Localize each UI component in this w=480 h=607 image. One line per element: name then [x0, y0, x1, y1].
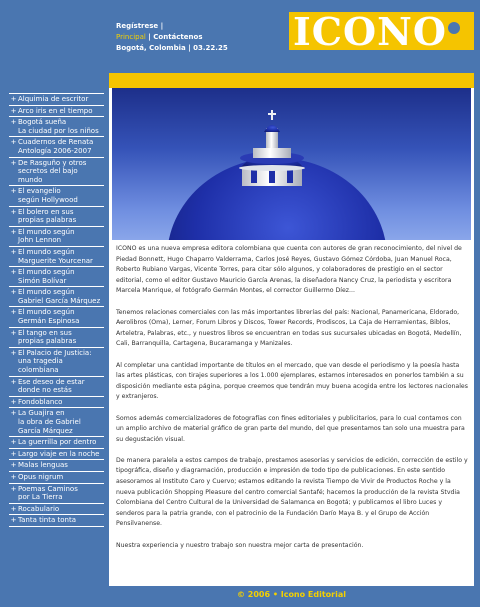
sidebar-item[interactable]	[9, 327, 104, 347]
top-navigation	[116, 21, 286, 54]
plus-icon: +	[10, 158, 17, 167]
plus-icon: +	[10, 504, 17, 513]
sidebar-item[interactable]	[9, 246, 104, 266]
sidebar-item-label: Ese deseo de estar donde no estás	[18, 377, 85, 395]
sidebar-item-label: Opus nigrum	[18, 472, 64, 481]
sidebar-item-label: Largo viaje en la noche	[18, 449, 100, 458]
sidebar-item[interactable]	[9, 116, 104, 136]
sidebar-item-label: Rocabulario	[18, 504, 60, 513]
icono-logo[interactable]	[289, 9, 474, 54]
footer-bar	[109, 586, 474, 607]
content-top-bar	[109, 73, 474, 88]
register-link[interactable]: Regístrese	[116, 22, 159, 30]
sidebar-item-label: Cuadernos de Renata Antología 2006-2007	[18, 138, 94, 155]
sidebar-item-label: Arco iris en el tiempo	[18, 106, 93, 115]
logo-text: ICONO	[293, 9, 447, 54]
plus-icon: +	[10, 484, 17, 493]
plus-icon: +	[10, 227, 17, 236]
plus-icon: +	[10, 106, 17, 115]
plus-icon: +	[10, 328, 17, 337]
sidebar-item[interactable]	[9, 448, 104, 460]
principal-link[interactable]: Principal	[116, 33, 146, 41]
article-paragraph: De manera paralela a estos campos de trabajo, prestamos asesorías y servicios de edición, corrección de estilo y tipográfica, diseño y diagramación, producción e impresión de todo tipo de publicaciones. En este sentido asesoramos al Instituto Caro y Cuervo; estamos editando la revista Tiempo de Vivir de Productos Roche y la nueva publicación Shopping Pleasure del centro comercial Santafé; hacemos la producción de la revista Stvdia Colombiana del Centro Cultural de la Universidad de Salamanca en Bogotá; y publicamos el libro Luces y senderos para la patria grande, con el patrocinio de la Fundación Darío Maya B. y el Grupo de Acción Pensilvanense.	[116, 456, 468, 528]
plus-icon: +	[10, 288, 17, 297]
sidebar-item[interactable]	[9, 286, 104, 306]
sidebar-item-label: Bogotá sueña La ciudad por los niños	[18, 118, 99, 135]
plus-icon: +	[10, 449, 17, 458]
plus-icon: +	[10, 409, 17, 418]
plus-icon: +	[10, 397, 17, 406]
plus-icon: +	[10, 138, 17, 147]
sidebar-item-label: El Palacio de Justicia: una tragedia colombiana	[18, 348, 92, 375]
plus-icon: +	[10, 308, 17, 317]
sidebar-item-label: El mundo según Germán Espinosa	[18, 308, 80, 326]
sidebar-item[interactable]	[9, 347, 104, 376]
sidebar-item-label: El tango en sus propias palabras	[18, 328, 77, 346]
sidebar-item[interactable]	[9, 376, 104, 396]
sidebar-item-label: La guerrilla por dentro	[18, 438, 97, 447]
nav-row-2	[116, 32, 286, 43]
sidebar-item-label: El mundo según Simón Bolívar	[18, 268, 75, 285]
nav-separator: |	[148, 33, 151, 41]
sidebar-item[interactable]	[9, 226, 104, 246]
dome-photo	[112, 88, 471, 240]
sidebar-item[interactable]	[9, 407, 104, 436]
sidebar-item[interactable]	[9, 459, 104, 471]
sidebar-item[interactable]	[9, 471, 104, 483]
sidebar-item[interactable]	[9, 136, 104, 156]
article-paragraph: Somos además comercializadores de fotografías con fines editoriales y publicitarios, para lo cual contamos con un amplio archivo de material gráfico de gran parte del mundo, del que presentamos tan solo una muestra para su degustación visual.	[116, 414, 465, 443]
sidebar-menu	[9, 93, 104, 527]
plus-icon: +	[10, 348, 17, 357]
article-paragraph: Nuestra experiencia y nuestro trabajo son nuestra mejor carta de presentación.	[116, 541, 364, 549]
article-paragraph: ICONO es una nueva empresa editora colombiana que cuenta con autores de gran reconocimiento, del nivel de Piedad Bonnett, Hugo Chaparro Valderrama, Carlos José Reyes, Gustavo Gómez Córdoba, Juan Manuel Roca, Roberto Rubiano Vargas, Vicente Torres, para citar sólo algunos, y colaboradores de prestigio en el sector editorial, como el editor Gustavo Mauricio García Arenas, la diseñadora Nancy Cruz, la periodista y escritora Marcela Manrique, el fotógrafo Germán Montes, el corrector Guillermo Díez...	[116, 245, 462, 295]
hero-image-dome	[112, 88, 471, 240]
sidebar-item[interactable]	[9, 266, 104, 286]
plus-icon: +	[10, 187, 17, 196]
sidebar-item-label: El bolero en sus propias palabras	[18, 207, 77, 225]
plus-icon: +	[10, 438, 17, 447]
sidebar-item[interactable]	[9, 514, 104, 527]
sidebar-item-label: La Guajira en la obra de Gabriel García Márquez	[18, 409, 81, 435]
sidebar-item[interactable]	[9, 436, 104, 448]
sidebar-item[interactable]	[9, 483, 104, 503]
sidebar-item-label: El mundo según John Lennon	[18, 227, 75, 245]
copyright-text: © 2006 • Icono Editorial	[236, 590, 346, 599]
plus-icon: +	[10, 461, 17, 470]
logo-dot-icon	[448, 22, 460, 34]
sidebar-item-label: Alquimia de escritor	[18, 95, 89, 103]
sidebar-item-label: Poemas Caminos por La Tierra	[18, 484, 78, 502]
nav-separator: |	[160, 22, 164, 30]
article-paragraph: Al completar una cantidad importante de títulos en el mercado, que van desde el periodismo y la poesía hasta las artes plásticas, con tirajes superiores a los 1.000 ejemplares, estamos interesados en ponerlos también a su disposición mediante esta página, porque creemos que tendrán muy buena acogida entre los lectores nacionales y extranjeros.	[116, 361, 468, 401]
nav-row-1	[116, 21, 286, 32]
contact-link[interactable]: Contáctenos	[153, 33, 203, 41]
plus-icon: +	[10, 472, 17, 481]
sidebar-item[interactable]	[9, 306, 104, 326]
article-paragraph: Tenemos relaciones comerciales con las más importantes librerías del país: Nacional, Panamericana, Eldorado, Aerolibros (Oma), Lerner, Forum Libros y Discos, Tower Records, Prodiscos, La Caja de Herramientas, Biblos, Arteletra, Palabras, etc., y nuestros libros se encuentran en todas sus sucursales ubicadas en Bogotá, Medellín, Cali, Barranquilla, Cartagena, Bucaramanga y Manizales.	[116, 308, 462, 348]
sidebar-item[interactable]	[9, 185, 104, 205]
sidebar-item-label: Malas lenguas	[18, 461, 68, 470]
sidebar-item[interactable]	[9, 157, 104, 186]
plus-icon: +	[10, 377, 17, 386]
plus-icon: +	[10, 247, 17, 256]
location-date: Bogotá, Colombia | 03.22.25	[116, 44, 228, 52]
plus-icon: +	[10, 268, 17, 277]
main-content	[109, 73, 474, 607]
article-text	[116, 244, 468, 562]
sidebar-item-label: Fondoblanco	[18, 397, 63, 406]
plus-icon: +	[10, 118, 17, 127]
plus-icon: +	[10, 207, 17, 216]
plus-icon: +	[10, 516, 17, 525]
sidebar-item-label: El mundo según Gabriel García Márquez	[18, 288, 101, 305]
sidebar-item[interactable]	[9, 503, 104, 515]
plus-icon: +	[10, 95, 17, 103]
sidebar-item[interactable]	[9, 396, 104, 408]
sidebar-item-label: De Rasguño y otros secretos del bajo mundo	[18, 158, 87, 184]
sidebar-item-label: El evangelio según Hollywood	[18, 187, 78, 204]
sidebar-item[interactable]	[9, 93, 104, 105]
sidebar-item-label: El mundo según Marguerite Yourcenar	[18, 247, 93, 265]
sidebar-item[interactable]	[9, 105, 104, 117]
sidebar-item-label: Tanta tinta tonta	[18, 516, 76, 525]
sidebar-item[interactable]	[9, 206, 104, 226]
